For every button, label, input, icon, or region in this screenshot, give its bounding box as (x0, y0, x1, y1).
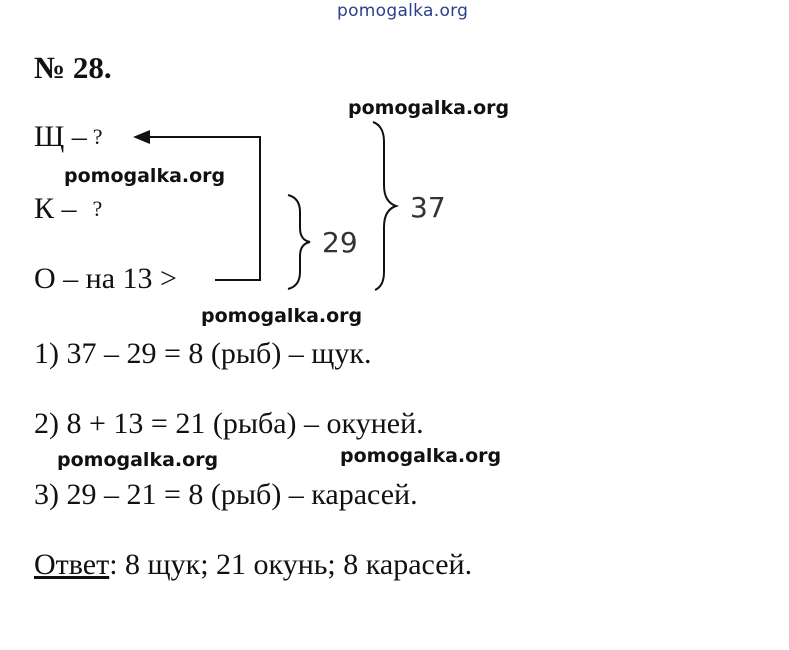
brace-big-value: 37 (410, 191, 446, 224)
condition-line-perch: О – на 13 > (34, 262, 177, 295)
arrow-head-icon (133, 130, 150, 144)
solution-step-1: 1) 37 – 29 = 8 (рыб) – щук. (34, 337, 372, 370)
answer-text: : 8 щук; 21 окунь; 8 карасей. (109, 548, 473, 581)
watermark: pomogalka.org (64, 165, 226, 187)
watermark: pomogalka.org (340, 445, 502, 467)
crucian-unknown: ? (92, 196, 103, 221)
brace-small-value: 29 (322, 226, 358, 259)
pike-unknown: ? (92, 124, 103, 149)
solution-step-2: 2) 8 + 13 = 21 (рыба) – окуней. (34, 407, 424, 440)
watermark: pomogalka.org (57, 449, 219, 471)
answer-line (34, 548, 472, 582)
pike-label: Щ – (34, 120, 87, 153)
big-brace-icon (373, 122, 396, 290)
condition-line-crucian (34, 192, 102, 226)
watermark-top: pomogalka.org (337, 1, 469, 21)
condition-line-pike (34, 120, 103, 154)
watermark: pomogalka.org (201, 305, 363, 327)
crucian-label: К – (34, 192, 77, 225)
small-brace-icon (288, 195, 310, 289)
watermark: pomogalka.org (348, 97, 510, 119)
problem-number: № 28. (34, 50, 112, 85)
arrow-line (148, 137, 260, 280)
answer-label: Ответ (34, 548, 110, 581)
solution-step-3: 3) 29 – 21 = 8 (рыб) – карасей. (34, 478, 418, 511)
